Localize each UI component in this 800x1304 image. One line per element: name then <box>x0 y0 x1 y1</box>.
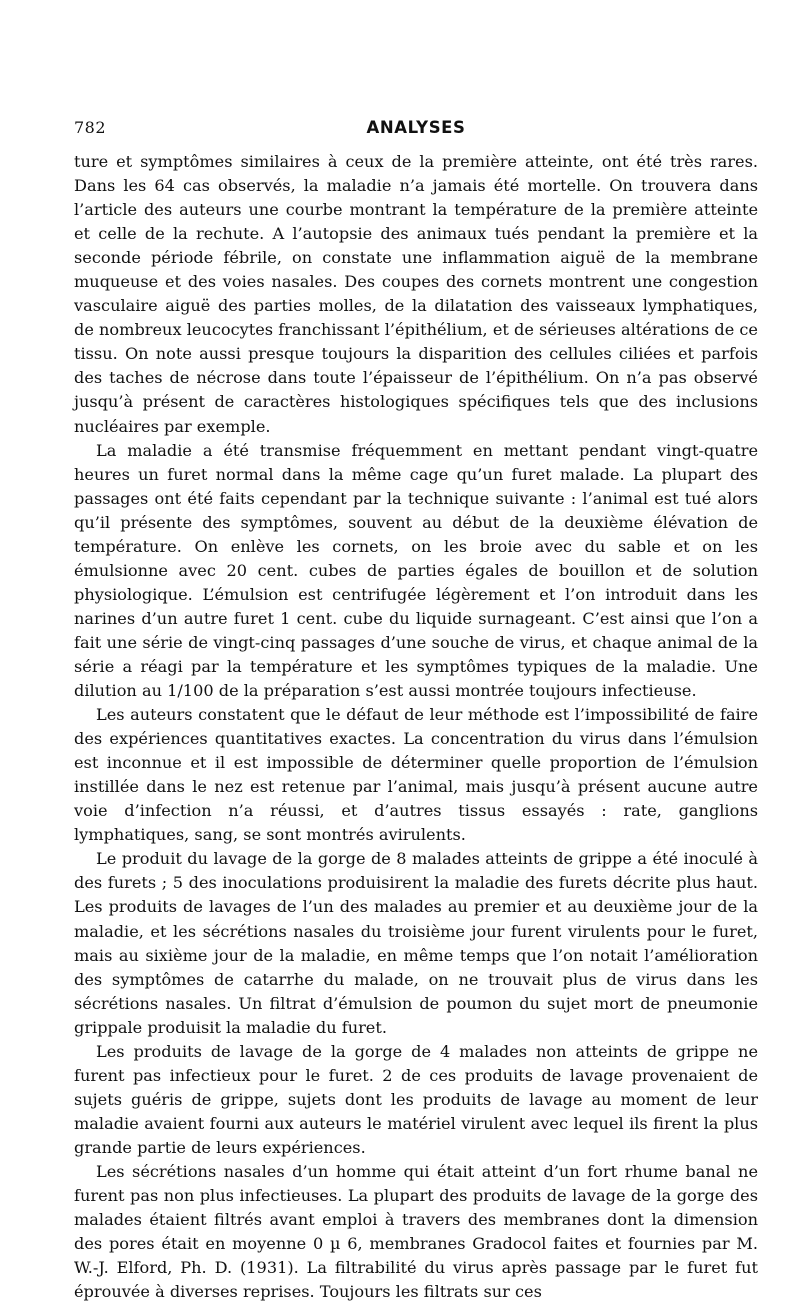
paragraph-transmission: La maladie a été transmise fréquemment en mettant pendant vingt-quatre heures un furet normal dans la même cage qu’un furet malade. La plupart des passages ont été faits cependant par la technique suivante : l’animal est tué alors qu’il présente des symptômes, souvent au début de la deuxième élévation de température. On enlève les cornets, on les broie avec du sable et on les émulsionne avec 20 cent. cubes de parties égales de bouillon et de solution physiologique. L’émulsion est centrifugée légèrement et l’on introduit dans les narines d’un autre furet 1 cent. cube du liquide surnageant. C’est ainsi que l’on a fait une série de vingt-cinq passages d’une souche de virus, et chaque animal de la série a réagi par la température et les symptômes typiques de la maladie. Une dilution au 1/100 de la préparation s’est aussi montrée toujours infectieuse. <box>74 440 758 701</box>
paragraph-throat-washings: Le produit du lavage de la gorge de 8 malades atteints de grippe a été inoculé à des furets ; 5 des inoculations produisirent la maladie des furets décrite plus haut. Les produits de lavages de l’un des malades au premier et au deuxième jour de la maladie, et les sécrétions nasales du troisième jour furent virulents pour le furet, mais au sixième jour de la maladie, en même temps que l’on notait l’amélioration des symptômes de catarrhe du malade, on ne trouvait plus de virus dans les sécrétions nasales. Un filtrat d’émulsion de poumon du sujet mort de pneumonie grippale produisit la maladie du furet. <box>74 849 758 1037</box>
page-number: 782 <box>74 118 107 137</box>
document-page <box>74 118 758 1304</box>
paragraph-method-limits: Les auteurs constatent que le défaut de leur méthode est l’impossibilité de faire des expériences quantitatives exactes. La concentration du virus dans l’émulsion est inconnue et il est impossible de déterminer quelle proportion de l’émulsion instillée dans le nez est retenue par l’animal, mais jusqu’à présent aucune autre voie d’infection n’a réussi, et d’autres tissus essayés : rate, ganglions lymphatiques, sang, se sont montrés avirulents. <box>74 705 758 845</box>
paragraph-filtration: Les sécrétions nasales d’un homme qui était atteint d’un fort rhume banal ne furent pas non plus infectieuses. La plupart des produits de lavage de la gorge des malades étaient filtrés avant emploi à travers des membranes dont la dimension des pores était en moyenne 0 µ 6, membranes Gradocol faites et fournies par M. W.-J. Elford, Ph. D. (1931). La filtrabilité du virus après passage par le furet fut éprouvée à diverses reprises. Toujours les filtrats sur ces <box>74 1161 758 1302</box>
page-header <box>74 118 758 148</box>
running-head: ANALYSES <box>366 118 466 137</box>
body-text <box>74 150 758 1304</box>
paragraph-continued: ture et symptômes similaires à ceux de la première atteinte, ont été très rares. Dans les 64 cas observés, la maladie n’a jamais été mortelle. On trouvera dans l’article des auteurs une courbe montrant la température de la première atteinte et celle de la rechute. A l’autopsie des animaux tués pendant la première et la seconde période fébrile, on constate une inflammation aiguë de la membrane muqueuse et des voies nasales. Des coupes des cornets montrent une congestion vasculaire aiguë des parties molles, de la dilatation des vaisseaux lymphatiques, de nombreux leucocytes franchissant l’épithélium, et de sérieuses altérations de ce tissu. On note aussi presque toujours la disparition des cellules ciliées et parfois des taches de nécrose dans toute l’épaisseur de l’épithélium. On n’a pas observé jusqu’à présent de caractères histologiques spécifiques tels que des inclusions nucléaires par exemple. <box>74 152 758 436</box>
paragraph-non-influenza-cases: Les produits de lavage de la gorge de 4 malades non atteints de grippe ne furent pas infectieux pour le furet. 2 de ces produits de lavage provenaient de sujets guéris de grippe, sujets dont les produits de lavage au moment de leur maladie avaient fourni aux auteurs le matériel virulent avec lequel ils firent la plus grande partie de leurs expériences. <box>74 1041 758 1157</box>
